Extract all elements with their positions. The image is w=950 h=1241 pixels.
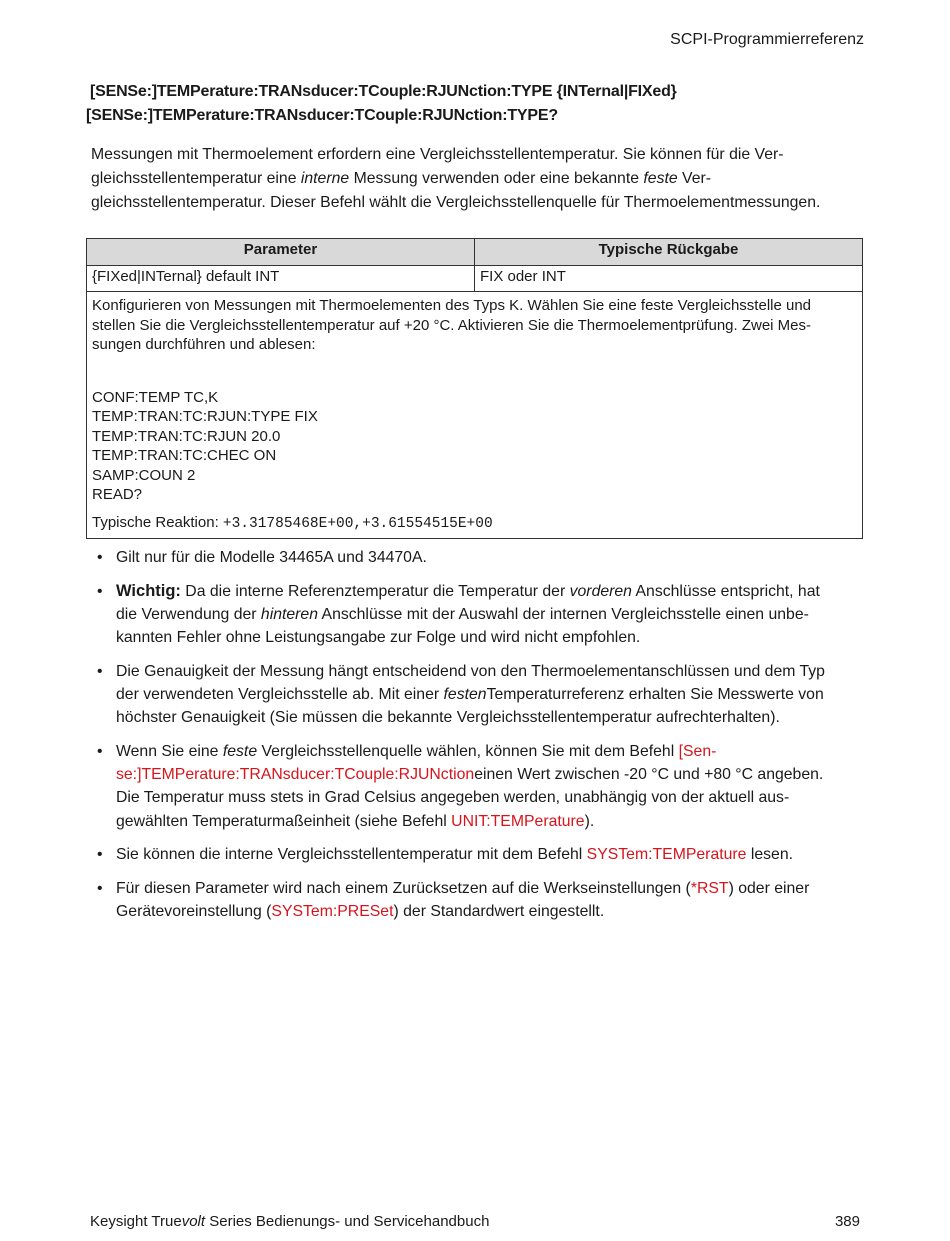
bullet-icon: • xyxy=(97,549,103,566)
intro-line: gleichsstellentemperatur. Dieser Befehl wählt die Vergleichsstellenquelle für Thermoelementmessungen. xyxy=(91,194,821,211)
page-number: 389 xyxy=(834,1213,860,1230)
code-line: CONF:TEMP TC,K xyxy=(92,388,219,406)
parameter-table xyxy=(86,238,863,539)
table-cell-return: FIX oder INT xyxy=(475,266,863,292)
list-item: • Wenn Sie eine feste Vergleichsstellenquelle wählen, können Sie mit dem Befehl [Sen- se:]TEMPerature:TRANsducer:TCouple:RJUNctioneinen Wert zwischen -20 °C und +80 °C angeben. Die Temperatur muss stets in Grad Celsius angegeben werden, unabhängig von der aktuell aus- gewählten Temperaturmaßeinheit (siehe Befehl UNIT:TEMPerature). xyxy=(91,740,866,833)
example-description xyxy=(92,296,857,355)
bullet-icon: • xyxy=(97,879,103,897)
list-item: • Wichtig: Da die interne Referenztemperatur die Temperatur der vorderen Anschlüsse entspricht, hat die Verwendung der hinteren Anschlüsse mit der Auswahl der internen Vergleichsstelle einen unbe- kannten Fehler ohne Leistungsangabe zur Folge und wird nicht empfohlen. xyxy=(97,581,820,647)
list-item: • Gilt nur für die Modelle 34465A und 34470A. xyxy=(91,546,866,569)
typical-response xyxy=(92,513,857,537)
bullet-icon: • xyxy=(97,742,103,760)
command-query-syntax: [SENSe:]TEMPerature:TRANsducer:TCouple:RJUNction:TYPE? xyxy=(86,107,558,124)
running-header: SCPI-Programmierreferenz xyxy=(670,31,864,48)
code-line: TEMP:TRAN:TC:RJUN:TYPE FIX xyxy=(92,408,318,425)
command-heading xyxy=(86,80,866,128)
example-cell xyxy=(87,292,863,539)
table-header-parameter: Parameter xyxy=(87,239,475,266)
example-line: stellen Sie die Vergleichsstellentemperatur auf +20 °C. Aktivieren Sie die Thermoelementprüfung. Zwei Mes- xyxy=(92,316,812,334)
link-system-preset[interactable]: SYSTem:PRESet xyxy=(271,903,394,921)
link-system-temperature[interactable]: SYSTem:TEMPerature xyxy=(586,846,747,864)
bullet-icon: • xyxy=(97,662,103,680)
code-line: SAMP:COUN 2 xyxy=(92,466,196,484)
list-item: • Für diesen Parameter wird nach einem Zurücksetzen auf die Werkseinstellungen (*RST) oder einer Gerätevoreinstellung (SYSTem:PRESet) der Standardwert eingestellt. xyxy=(91,877,866,923)
list-item: • Sie können die interne Vergleichsstellentemperatur mit dem Befehl SYSTem:TEMPerature lesen. xyxy=(91,843,866,866)
typical-response-label: Typische Reaktion: xyxy=(92,513,223,531)
example-line: sungen durchführen und ablesen: xyxy=(92,336,316,353)
link-rjunction-part1[interactable]: [Sen- xyxy=(678,742,717,760)
table-cell-parameter: {FIXed|INTernal} default INT xyxy=(87,266,475,292)
bullet-icon: • xyxy=(97,582,103,600)
link-rjunction-part2[interactable]: se:]TEMPerature:TRANsducer:TCouple:RJUNction xyxy=(116,766,475,784)
notes-list xyxy=(91,546,866,934)
example-code xyxy=(92,388,857,505)
important-label: Wichtig: xyxy=(116,581,181,600)
table-header-return: Typische Rückgabe xyxy=(475,239,863,266)
command-syntax: [SENSe:]TEMPerature:TRANsducer:TCouple:RJUNction:TYPE {INTernal|FIXed} xyxy=(90,83,677,100)
link-unit-temperature[interactable]: UNIT:TEMPerature xyxy=(451,812,585,830)
intro-paragraph xyxy=(91,143,866,215)
code-line: READ? xyxy=(92,486,143,503)
list-item: • Die Genauigkeit der Messung hängt entscheidend von den Thermoelementanschlüssen und dem Typ der verwendeten Vergleichsstelle ab. Mit einer festenTemperaturreferenz erhalten Sie Messwerte von höchster Genauigkeit (Sie müssen die bekannte Vergleichsstellentemperatur aufrechterhalten). xyxy=(91,660,866,730)
intro-line: Messungen mit Thermoelement erfordern eine Vergleichsstellentemperatur. Sie können für die Ver- xyxy=(91,146,784,163)
code-line: TEMP:TRAN:TC:RJUN 20.0 xyxy=(92,427,281,445)
example-line: Konfigurieren von Messungen mit Thermoelementen des Typs K. Wählen Sie eine feste Vergleichsstelle und xyxy=(92,297,812,314)
code-line: TEMP:TRAN:TC:CHEC ON xyxy=(92,447,277,464)
link-rst[interactable]: *RST xyxy=(690,879,729,897)
footer-title: Keysight Truevolt Series Bedienungs- und Servicehandbuch xyxy=(90,1213,490,1230)
typical-response-value: +3.31785468E+00,+3.61554515E+00 xyxy=(222,515,493,532)
intro-line: gleichsstellentemperatur eine interne Messung verwenden oder eine bekannte feste Ver- xyxy=(91,170,712,187)
bullet-icon: • xyxy=(97,846,103,864)
